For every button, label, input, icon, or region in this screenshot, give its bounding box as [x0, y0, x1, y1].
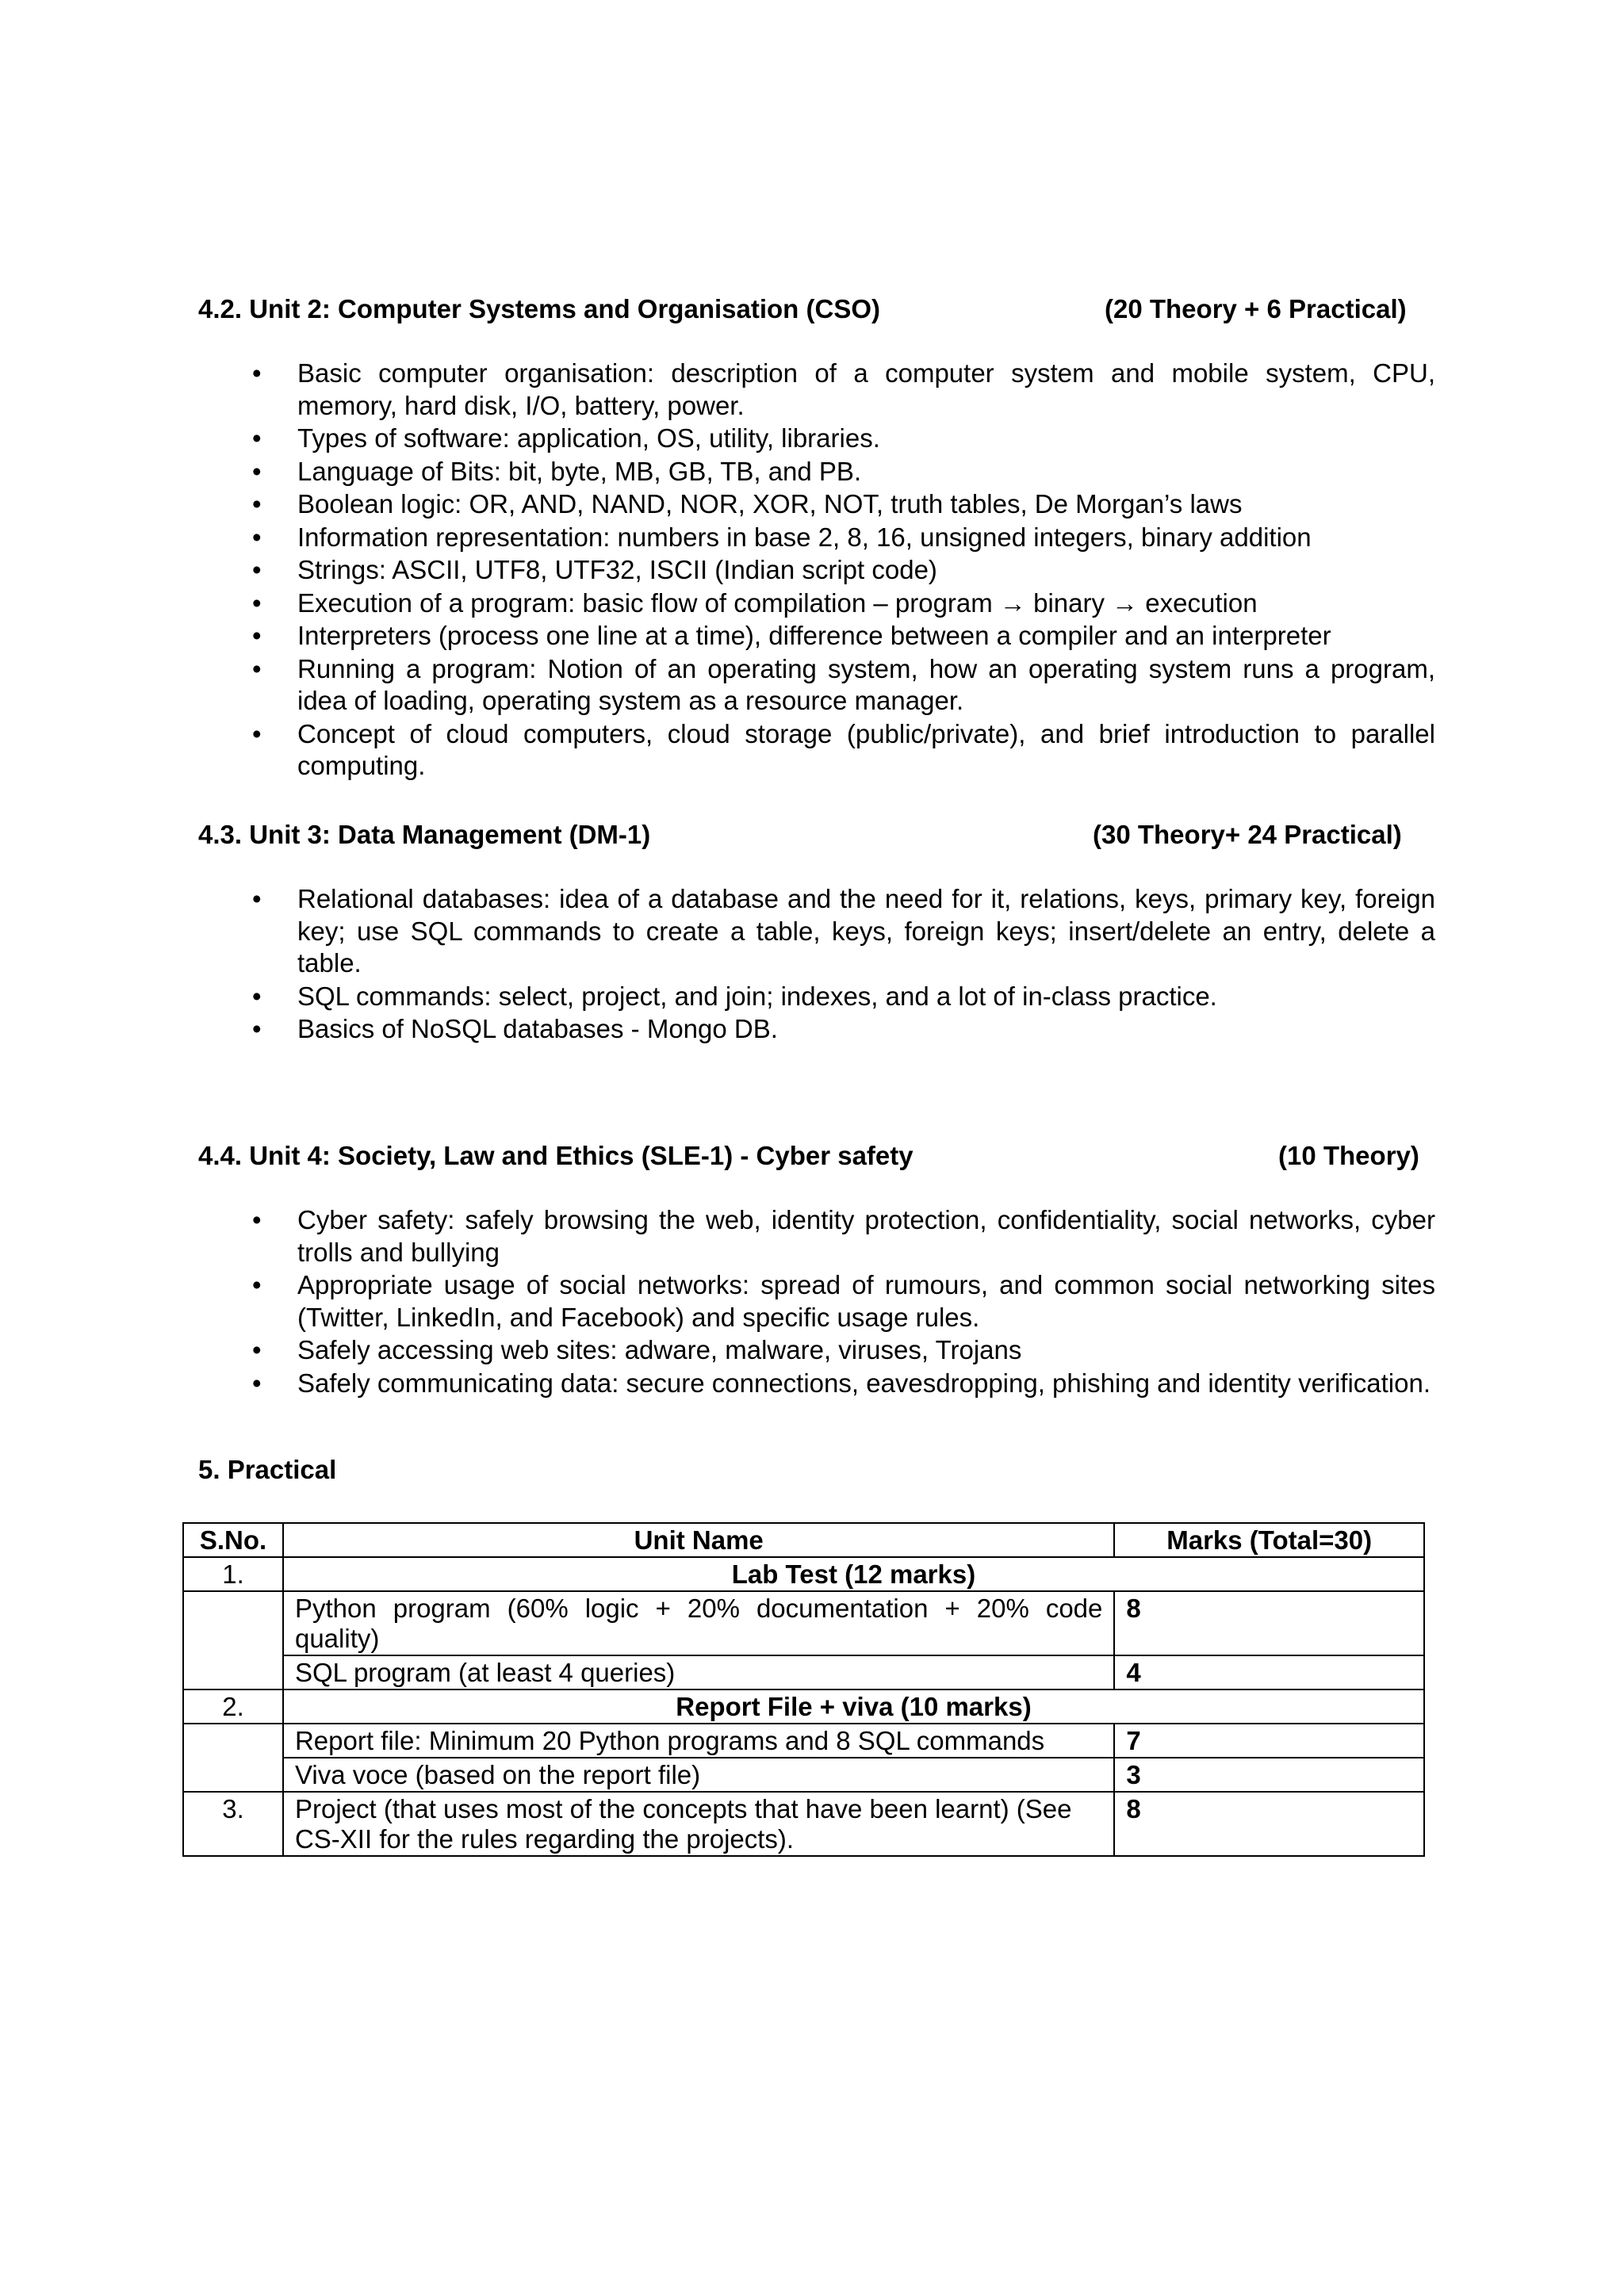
- unit3-title: 4.3. Unit 3: Data Management (DM-1): [198, 820, 651, 849]
- unit-name-cell: Project (that uses most of the concepts that have been learnt) (See CS-XII for the rules regarding the projects).: [283, 1792, 1114, 1856]
- unit2-title: 4.2. Unit 2: Computer Systems and Organisation (CSO): [198, 294, 880, 323]
- sno-cell-empty: [183, 1724, 283, 1792]
- header-sno: S.No.: [183, 1523, 283, 1557]
- list-item: • Safely communicating data: secure connections, eavesdropping, phishing and identity verification.: [252, 1368, 1431, 1398]
- marks-cell: 3: [1114, 1758, 1424, 1792]
- unit4-title: 4.4. Unit 4: Society, Law and Ethics (SLE-1) - Cyber safety: [198, 1141, 914, 1170]
- list-item: • SQL commands: select, project, and join; indexes, and a lot of in-class practice.: [252, 981, 1217, 1011]
- sno-cell: 2.: [183, 1689, 283, 1724]
- unit2-heading: [198, 293, 1435, 325]
- sno-cell: 3.: [183, 1792, 283, 1856]
- unit4-hours: (10 Theory): [1278, 1141, 1419, 1170]
- unit2-list: [198, 358, 1435, 783]
- list-item: • Interpreters (process one line at a time), difference between a compiler and an interpreter: [252, 621, 1331, 650]
- table-row: [183, 1591, 1424, 1655]
- table-row: [183, 1689, 1424, 1724]
- list-item: • Relational databases: idea of a database and the need for it, relations, keys, primary key, foreign key; use SQL commands to create a table, keys, foreign keys; insert/delete an entry, delete a table.: [252, 884, 1435, 978]
- list-item: • Basic computer organisation: description of a computer system and mobile system, CPU, memory, hard disk, I/O, battery, power.: [252, 358, 1435, 420]
- marks-cell: 7: [1114, 1724, 1424, 1758]
- unit3-hours: (30 Theory+ 24 Practical): [1093, 820, 1402, 849]
- table-row: [183, 1758, 1424, 1792]
- list-item: • Appropriate usage of social networks: spread of rumours, and common social networking sites (Twitter, LinkedIn, and Facebook) and specific usage rules.: [252, 1270, 1435, 1332]
- sno-cell: 1.: [183, 1557, 283, 1591]
- list-item: • Language of Bits: bit, byte, MB, GB, TB, and PB.: [252, 456, 862, 486]
- practical-table: [182, 1522, 1425, 1857]
- marks-cell: 4: [1114, 1655, 1424, 1689]
- list-item: • Information representation: numbers in base 2, 8, 16, unsigned integers, binary addition: [252, 522, 1312, 552]
- section-label: Lab Test (12 marks): [283, 1557, 1424, 1591]
- list-item: • Running a program: Notion of an operating system, how an operating system runs a program, idea of loading, operating system as a resource manager.: [252, 653, 1435, 715]
- marks-cell: 8: [1114, 1792, 1424, 1856]
- table-row: [183, 1557, 1424, 1591]
- list-item: • Basics of NoSQL databases - Mongo DB.: [252, 1014, 778, 1043]
- list-item: • Execution of a program: basic flow of compilation – program → binary → execution: [252, 587, 1258, 618]
- table-row: [183, 1724, 1424, 1758]
- unit4-list: [198, 1204, 1435, 1399]
- table-header-row: [183, 1523, 1424, 1557]
- header-unit-name: Unit Name: [283, 1523, 1114, 1557]
- table-row: [183, 1655, 1424, 1689]
- sno-cell-empty: [183, 1591, 283, 1689]
- list-item: • Strings: ASCII, UTF8, UTF32, ISCII (Indian script code): [252, 555, 937, 584]
- header-marks: Marks (Total=30): [1114, 1523, 1424, 1557]
- table-row: [183, 1792, 1424, 1856]
- unit3-heading: [198, 819, 1435, 851]
- list-item: • Boolean logic: OR, AND, NAND, NOR, XOR, NOT, truth tables, De Morgan’s laws: [252, 489, 1243, 519]
- marks-cell: 8: [1114, 1591, 1424, 1655]
- list-item: • Cyber safety: safely browsing the web, identity protection, confidentiality, social networks, cyber trolls and bullying: [252, 1205, 1435, 1267]
- unit-name-cell: SQL program (at least 4 queries): [283, 1655, 1114, 1689]
- unit4-heading: [198, 1140, 1435, 1172]
- practical-title: 5. Practical: [198, 1455, 337, 1484]
- unit2-hours: (20 Theory + 6 Practical): [1105, 294, 1407, 323]
- list-item: • Safely accessing web sites: adware, malware, viruses, Trojans: [252, 1335, 1022, 1364]
- list-item: • Types of software: application, OS, utility, libraries.: [252, 423, 880, 453]
- unit-name-cell: Python program (60% logic + 20% documentation + 20% code quality): [283, 1591, 1114, 1655]
- list-item: • Concept of cloud computers, cloud storage (public/private), and brief introduction to parallel computing.: [252, 718, 1435, 780]
- unit-name-cell: Report file: Minimum 20 Python programs and 8 SQL commands: [283, 1724, 1114, 1758]
- unit3-list: [198, 883, 1435, 1046]
- unit-name-cell: Viva voce (based on the report file): [283, 1758, 1114, 1792]
- section-label: Report File + viva (10 marks): [283, 1689, 1424, 1724]
